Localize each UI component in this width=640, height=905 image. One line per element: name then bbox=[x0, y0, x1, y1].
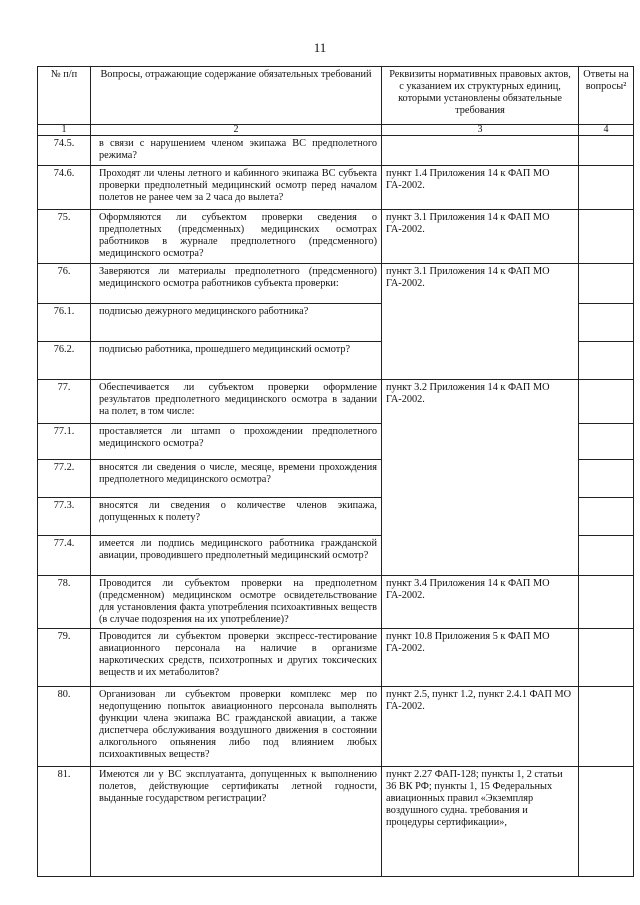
row-question: имеется ли подпись медицинского работника гражданской авиации, проводившего предполетный медицинский осмотр? bbox=[91, 536, 382, 576]
col-number-2: 2 bbox=[91, 125, 382, 136]
answer-cell[interactable] bbox=[579, 304, 634, 342]
row-question: вносятся ли сведения о количестве членов экипажа, допущенных к полету? bbox=[91, 498, 382, 536]
page-number: 11 bbox=[313, 40, 327, 55]
row-reference: пункт 1.4 Приложения 14 к ФАП МО ГА-2002. bbox=[382, 166, 579, 210]
col-number-4: 4 bbox=[579, 125, 634, 136]
answer-cell[interactable] bbox=[579, 424, 634, 460]
row-question: Проводится ли субъектом проверки на предполетном (предсменном) медицинском осмотре освидетельствование для установления факта употребления психоактивных веществ (в случае подозрения на их употребление)? bbox=[91, 576, 382, 629]
row-reference: пункт 10.8 Приложения 5 к ФАП МО ГА-2002. bbox=[382, 629, 579, 687]
col-number-1: 1 bbox=[38, 125, 91, 136]
answer-cell[interactable] bbox=[579, 210, 634, 264]
table-row bbox=[38, 576, 634, 629]
table-header-row bbox=[38, 67, 634, 125]
answer-cell[interactable] bbox=[579, 536, 634, 576]
answer-cell[interactable] bbox=[579, 264, 634, 304]
answer-cell[interactable] bbox=[579, 380, 634, 424]
row-number: 75. bbox=[38, 210, 91, 264]
header-col-questions: Вопросы, отражающие содержание обязательных требований bbox=[91, 67, 382, 125]
answer-cell[interactable] bbox=[579, 498, 634, 536]
answer-cell[interactable] bbox=[579, 460, 634, 498]
row-reference: пункт 3.1 Приложения 14 к ФАП МО ГА-2002. bbox=[382, 210, 579, 264]
row-number: 76.1. bbox=[38, 304, 91, 342]
row-number: 79. bbox=[38, 629, 91, 687]
answer-cell[interactable] bbox=[579, 342, 634, 380]
table-row bbox=[38, 380, 634, 424]
row-number: 80. bbox=[38, 687, 91, 767]
table-row bbox=[38, 136, 634, 166]
table-row bbox=[38, 687, 634, 767]
answer-cell[interactable] bbox=[579, 576, 634, 629]
row-question: Имеются ли у ВС эксплуатанта, допущенных к выполнению полетов, действующие сертификаты летной годности, выданные государством регистрации? bbox=[91, 767, 382, 877]
header-col-answers: Ответы на вопросы² bbox=[579, 67, 634, 125]
requirements-table bbox=[37, 66, 634, 877]
row-question: подписью работника, прошедшего медицинский осмотр? bbox=[91, 342, 382, 380]
row-number: 76. bbox=[38, 264, 91, 304]
row-number: 77.3. bbox=[38, 498, 91, 536]
row-question: Обеспечивается ли субъектом проверки оформление результатов предполетного медицинского осмотра в задании на полет, в том числе: bbox=[91, 380, 382, 424]
header-col-references: Реквизиты нормативных правовых актов, с указанием их структурных единиц, которыми установлены обязательные требования bbox=[382, 67, 579, 125]
row-reference: пункт 3.2 Приложения 14 к ФАП МО ГА-2002. bbox=[382, 380, 579, 576]
row-question: проставляется ли штамп о прохождении предполетного медицинского осмотра? bbox=[91, 424, 382, 460]
table-row bbox=[38, 767, 634, 877]
answer-cell[interactable] bbox=[579, 629, 634, 687]
column-numbers-row bbox=[38, 125, 634, 136]
answer-cell[interactable] bbox=[579, 166, 634, 210]
row-number: 76.2. bbox=[38, 342, 91, 380]
table-row bbox=[38, 264, 634, 304]
row-number: 81. bbox=[38, 767, 91, 877]
row-reference: пункт 2.5, пункт 1.2, пункт 2.4.1 ФАП МО ГА-2002. bbox=[382, 687, 579, 767]
row-question: Заверяются ли материалы предполетного (предсменного) медицинского осмотра работников субъекта проверки: bbox=[91, 264, 382, 304]
row-question: подписью дежурного медицинского работника? bbox=[91, 304, 382, 342]
row-number: 74.5. bbox=[38, 136, 91, 166]
row-question: вносятся ли сведения о числе, месяце, времени прохождения предполетного медицинского осмотра? bbox=[91, 460, 382, 498]
row-question: Проходят ли члены летного и кабинного экипажа ВС субъекта проверки предполетный медицинский осмотр перед началом полетов не ранее чем за 2 часа до вылета? bbox=[91, 166, 382, 210]
row-question: в связи с нарушением членом экипажа ВС предполетного режима? bbox=[91, 136, 382, 166]
row-number: 77.1. bbox=[38, 424, 91, 460]
row-number: 78. bbox=[38, 576, 91, 629]
row-reference bbox=[382, 136, 579, 166]
header-col-number: № п/п bbox=[38, 67, 91, 125]
row-question: Организован ли субъектом проверки комплекс мер по недопущению попыток авиационного персонала выполнять функции члена экипажа ВС гражданской авиации, а также диспетчера обслуживания воздушного движения в состоянии алкогольного опьянения либо под влиянием любых психоактивных веществ? bbox=[91, 687, 382, 767]
row-question: Оформляются ли субъектом проверки сведения о предполетных (предсменных) медицинских осмотрах работников в журнале предполетного (предсменного) медицинского осмотра? bbox=[91, 210, 382, 264]
answer-cell[interactable] bbox=[579, 767, 634, 877]
table-row bbox=[38, 629, 634, 687]
table-row bbox=[38, 166, 634, 210]
row-reference: пункт 2.27 ФАП-128; пункты 1, 2 статьи 36 ВК РФ; пункты 1, 15 Федеральных авиационных правил «Экземпляр воздушного судна. требования и процедуры сертификации», bbox=[382, 767, 579, 877]
row-reference: пункт 3.4 Приложения 14 к ФАП МО ГА-2002. bbox=[382, 576, 579, 629]
row-number: 77. bbox=[38, 380, 91, 424]
answer-cell[interactable] bbox=[579, 136, 634, 166]
row-reference: пункт 3.1 Приложения 14 к ФАП МО ГА-2002. bbox=[382, 264, 579, 380]
row-number: 77.4. bbox=[38, 536, 91, 576]
col-number-3: 3 bbox=[382, 125, 579, 136]
row-question: Проводится ли субъектом проверки экспресс-тестирование авиационного персонала на наличие в организме наркотических средств, психотропных и других токсических веществ и их метаболитов? bbox=[91, 629, 382, 687]
row-number: 74.6. bbox=[38, 166, 91, 210]
table-row bbox=[38, 210, 634, 264]
answer-cell[interactable] bbox=[579, 687, 634, 767]
row-number: 77.2. bbox=[38, 460, 91, 498]
